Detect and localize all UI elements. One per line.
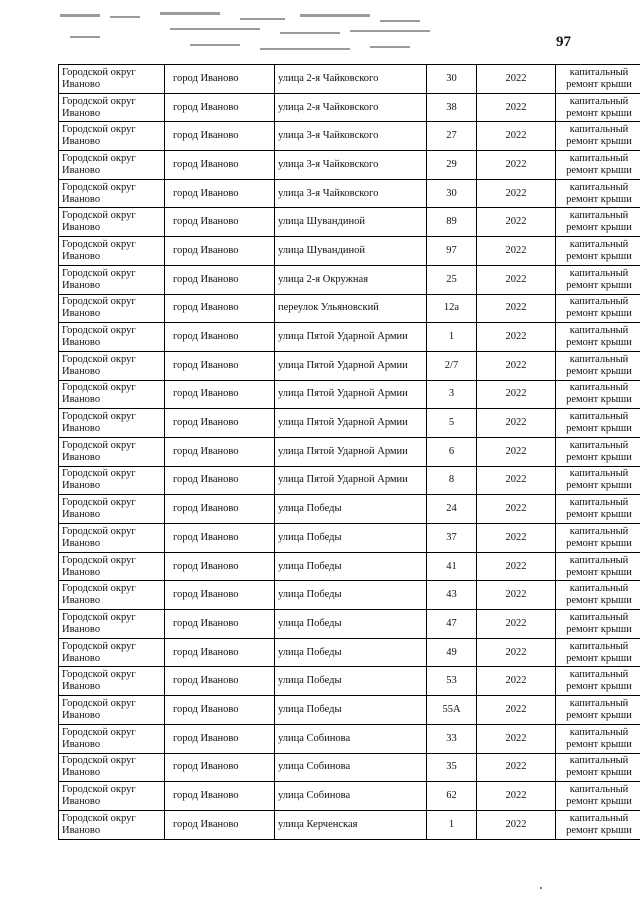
cell-work: капитальный ремонт крыши bbox=[556, 294, 640, 323]
cell-house: 43 bbox=[427, 581, 477, 610]
cell-work: капитальный ремонт крыши bbox=[556, 810, 640, 839]
cell-house: 1 bbox=[427, 810, 477, 839]
table-row bbox=[59, 753, 640, 782]
cell-street: улица Победы bbox=[275, 581, 427, 610]
cell-district: Городской округ Иваново bbox=[59, 237, 165, 266]
table-row bbox=[59, 638, 640, 667]
cell-work: капитальный ремонт крыши bbox=[556, 610, 640, 639]
cell-street: улица Пятой Ударной Армии bbox=[275, 351, 427, 380]
cell-district: Городской округ Иваново bbox=[59, 179, 165, 208]
cell-city: город Иваново bbox=[165, 65, 275, 94]
cell-work: капитальный ремонт крыши bbox=[556, 208, 640, 237]
cell-city: город Иваново bbox=[165, 495, 275, 524]
cell-house: 8 bbox=[427, 466, 477, 495]
table-row bbox=[59, 151, 640, 180]
cell-work: капитальный ремонт крыши bbox=[556, 495, 640, 524]
cell-district: Городской округ Иваново bbox=[59, 610, 165, 639]
cell-city: город Иваново bbox=[165, 323, 275, 352]
cell-year: 2022 bbox=[477, 323, 556, 352]
cell-city: город Иваново bbox=[165, 265, 275, 294]
cell-house: 30 bbox=[427, 65, 477, 94]
table-row bbox=[59, 122, 640, 151]
cell-street: улица 3-я Чайковского bbox=[275, 179, 427, 208]
cell-city: город Иваново bbox=[165, 782, 275, 811]
cell-year: 2022 bbox=[477, 696, 556, 725]
cell-city: город Иваново bbox=[165, 122, 275, 151]
cell-street: улица 3-я Чайковского bbox=[275, 151, 427, 180]
cell-year: 2022 bbox=[477, 552, 556, 581]
cell-city: город Иваново bbox=[165, 753, 275, 782]
table-row bbox=[59, 237, 640, 266]
cell-work: капитальный ремонт крыши bbox=[556, 581, 640, 610]
cell-city: город Иваново bbox=[165, 208, 275, 237]
cell-district: Городской округ Иваново bbox=[59, 810, 165, 839]
cell-city: город Иваново bbox=[165, 237, 275, 266]
cell-year: 2022 bbox=[477, 753, 556, 782]
cell-city: город Иваново bbox=[165, 437, 275, 466]
cell-year: 2022 bbox=[477, 409, 556, 438]
cell-city: город Иваново bbox=[165, 524, 275, 553]
cell-city: город Иваново bbox=[165, 151, 275, 180]
cell-district: Городской округ Иваново bbox=[59, 724, 165, 753]
cell-district: Городской округ Иваново bbox=[59, 782, 165, 811]
cell-house: 30 bbox=[427, 179, 477, 208]
cell-work: капитальный ремонт крыши bbox=[556, 65, 640, 94]
cell-house: 38 bbox=[427, 93, 477, 122]
cell-street: улица Собинова bbox=[275, 782, 427, 811]
cell-year: 2022 bbox=[477, 667, 556, 696]
cell-city: город Иваново bbox=[165, 409, 275, 438]
cell-city: город Иваново bbox=[165, 638, 275, 667]
cell-city: город Иваново bbox=[165, 581, 275, 610]
cell-street: улица Собинова bbox=[275, 724, 427, 753]
cell-work: капитальный ремонт крыши bbox=[556, 696, 640, 725]
table-row bbox=[59, 294, 640, 323]
cell-street: улица Собинова bbox=[275, 753, 427, 782]
cell-street: улица Победы bbox=[275, 696, 427, 725]
cell-city: город Иваново bbox=[165, 380, 275, 409]
cell-work: капитальный ремонт крыши bbox=[556, 409, 640, 438]
cell-year: 2022 bbox=[477, 380, 556, 409]
cell-city: город Иваново bbox=[165, 724, 275, 753]
cell-year: 2022 bbox=[477, 65, 556, 94]
cell-district: Городской округ Иваново bbox=[59, 122, 165, 151]
cell-district: Городской округ Иваново bbox=[59, 696, 165, 725]
table-row bbox=[59, 466, 640, 495]
cell-house: 24 bbox=[427, 495, 477, 524]
cell-year: 2022 bbox=[477, 581, 556, 610]
table-row bbox=[59, 495, 640, 524]
cell-street: улица Шувандиной bbox=[275, 208, 427, 237]
cell-city: город Иваново bbox=[165, 810, 275, 839]
cell-city: город Иваново bbox=[165, 667, 275, 696]
cell-work: капитальный ремонт крыши bbox=[556, 93, 640, 122]
table-row bbox=[59, 351, 640, 380]
cell-year: 2022 bbox=[477, 208, 556, 237]
cell-district: Городской округ Иваново bbox=[59, 581, 165, 610]
cell-work: капитальный ремонт крыши bbox=[556, 351, 640, 380]
scan-speck bbox=[540, 887, 542, 889]
cell-work: капитальный ремонт крыши bbox=[556, 323, 640, 352]
cell-street: улица Керченская bbox=[275, 810, 427, 839]
cell-year: 2022 bbox=[477, 610, 556, 639]
cell-work: капитальный ремонт крыши bbox=[556, 753, 640, 782]
cell-year: 2022 bbox=[477, 466, 556, 495]
cell-house: 5 bbox=[427, 409, 477, 438]
cell-district: Городской округ Иваново bbox=[59, 409, 165, 438]
cell-city: город Иваново bbox=[165, 466, 275, 495]
cell-house: 1 bbox=[427, 323, 477, 352]
cell-work: капитальный ремонт крыши bbox=[556, 552, 640, 581]
table-row bbox=[59, 524, 640, 553]
cell-district: Городской округ Иваново bbox=[59, 65, 165, 94]
cell-work: капитальный ремонт крыши bbox=[556, 437, 640, 466]
table-row bbox=[59, 93, 640, 122]
cell-street: улица Пятой Ударной Армии bbox=[275, 409, 427, 438]
cell-work: капитальный ремонт крыши bbox=[556, 122, 640, 151]
cell-district: Городской округ Иваново bbox=[59, 437, 165, 466]
table-row bbox=[59, 610, 640, 639]
cell-work: капитальный ремонт крыши bbox=[556, 782, 640, 811]
cell-district: Городской округ Иваново bbox=[59, 667, 165, 696]
cell-year: 2022 bbox=[477, 93, 556, 122]
cell-year: 2022 bbox=[477, 151, 556, 180]
cell-year: 2022 bbox=[477, 179, 556, 208]
cell-district: Городской округ Иваново bbox=[59, 638, 165, 667]
table-row bbox=[59, 810, 640, 839]
cell-district: Городской округ Иваново bbox=[59, 93, 165, 122]
table-row bbox=[59, 782, 640, 811]
cell-street: улица Победы bbox=[275, 610, 427, 639]
cell-house: 3 bbox=[427, 380, 477, 409]
cell-work: капитальный ремонт крыши bbox=[556, 724, 640, 753]
cell-house: 35 bbox=[427, 753, 477, 782]
cell-year: 2022 bbox=[477, 495, 556, 524]
cell-year: 2022 bbox=[477, 265, 556, 294]
cell-street: улица Пятой Ударной Армии bbox=[275, 380, 427, 409]
cell-street: улица Победы bbox=[275, 667, 427, 696]
table-row bbox=[59, 667, 640, 696]
cell-street: улица Победы bbox=[275, 638, 427, 667]
cell-house: 49 bbox=[427, 638, 477, 667]
cell-year: 2022 bbox=[477, 782, 556, 811]
cell-house: 97 bbox=[427, 237, 477, 266]
cell-work: капитальный ремонт крыши bbox=[556, 380, 640, 409]
cell-work: капитальный ремонт крыши bbox=[556, 265, 640, 294]
cell-street: улица Победы bbox=[275, 524, 427, 553]
cell-city: город Иваново bbox=[165, 179, 275, 208]
cell-district: Городской округ Иваново bbox=[59, 753, 165, 782]
cell-house: 89 bbox=[427, 208, 477, 237]
table-row bbox=[59, 380, 640, 409]
cell-year: 2022 bbox=[477, 294, 556, 323]
cell-year: 2022 bbox=[477, 237, 556, 266]
cell-street: улица Пятой Ударной Армии bbox=[275, 437, 427, 466]
cell-city: город Иваново bbox=[165, 351, 275, 380]
table-row bbox=[59, 265, 640, 294]
cell-street: улица 3-я Чайковского bbox=[275, 122, 427, 151]
cell-district: Городской округ Иваново bbox=[59, 380, 165, 409]
cell-year: 2022 bbox=[477, 351, 556, 380]
cell-work: капитальный ремонт крыши bbox=[556, 151, 640, 180]
table-row bbox=[59, 65, 640, 94]
cell-city: город Иваново bbox=[165, 93, 275, 122]
cell-street: улица Пятой Ударной Армии bbox=[275, 466, 427, 495]
scan-noise bbox=[50, 6, 510, 61]
cell-street: улица Шувандиной bbox=[275, 237, 427, 266]
cell-street: улица 2-я Чайковского bbox=[275, 65, 427, 94]
cell-year: 2022 bbox=[477, 524, 556, 553]
table-row bbox=[59, 208, 640, 237]
cell-house: 62 bbox=[427, 782, 477, 811]
cell-work: капитальный ремонт крыши bbox=[556, 179, 640, 208]
cell-year: 2022 bbox=[477, 122, 556, 151]
cell-year: 2022 bbox=[477, 638, 556, 667]
cell-street: переулок Ульяновский bbox=[275, 294, 427, 323]
cell-city: город Иваново bbox=[165, 294, 275, 323]
cell-district: Городской округ Иваново bbox=[59, 323, 165, 352]
cell-street: улица 2-я Чайковского bbox=[275, 93, 427, 122]
table-row bbox=[59, 724, 640, 753]
cell-district: Городской округ Иваново bbox=[59, 294, 165, 323]
table-row bbox=[59, 323, 640, 352]
cell-district: Городской округ Иваново bbox=[59, 151, 165, 180]
cell-work: капитальный ремонт крыши bbox=[556, 466, 640, 495]
cell-house: 47 bbox=[427, 610, 477, 639]
cell-district: Городской округ Иваново bbox=[59, 524, 165, 553]
cell-house: 37 bbox=[427, 524, 477, 553]
cell-year: 2022 bbox=[477, 437, 556, 466]
table-row bbox=[59, 552, 640, 581]
cell-house: 41 bbox=[427, 552, 477, 581]
cell-city: город Иваново bbox=[165, 610, 275, 639]
cell-district: Городской округ Иваново bbox=[59, 495, 165, 524]
cell-house: 33 bbox=[427, 724, 477, 753]
cell-district: Городской округ Иваново bbox=[59, 552, 165, 581]
cell-year: 2022 bbox=[477, 724, 556, 753]
cell-house: 25 bbox=[427, 265, 477, 294]
cell-work: капитальный ремонт крыши bbox=[556, 638, 640, 667]
cell-house: 27 bbox=[427, 122, 477, 151]
table-row bbox=[59, 409, 640, 438]
cell-work: капитальный ремонт крыши bbox=[556, 667, 640, 696]
cell-district: Городской округ Иваново bbox=[59, 351, 165, 380]
register-table-body bbox=[59, 65, 640, 840]
cell-work: капитальный ремонт крыши bbox=[556, 237, 640, 266]
cell-house: 29 bbox=[427, 151, 477, 180]
cell-city: город Иваново bbox=[165, 552, 275, 581]
cell-year: 2022 bbox=[477, 810, 556, 839]
table-row bbox=[59, 179, 640, 208]
cell-house: 12а bbox=[427, 294, 477, 323]
cell-street: улица Победы bbox=[275, 495, 427, 524]
cell-street: улица Победы bbox=[275, 552, 427, 581]
register-table bbox=[58, 64, 640, 840]
cell-house: 53 bbox=[427, 667, 477, 696]
cell-house: 55А bbox=[427, 696, 477, 725]
cell-work: капитальный ремонт крыши bbox=[556, 524, 640, 553]
page-number: 97 bbox=[556, 34, 571, 50]
cell-house: 2/7 bbox=[427, 351, 477, 380]
cell-district: Городской округ Иваново bbox=[59, 466, 165, 495]
table-row bbox=[59, 581, 640, 610]
table-row bbox=[59, 437, 640, 466]
cell-district: Городской округ Иваново bbox=[59, 265, 165, 294]
cell-street: улица 2-я Окружная bbox=[275, 265, 427, 294]
cell-district: Городской округ Иваново bbox=[59, 208, 165, 237]
cell-city: город Иваново bbox=[165, 696, 275, 725]
table-row bbox=[59, 696, 640, 725]
cell-street: улица Пятой Ударной Армии bbox=[275, 323, 427, 352]
cell-house: 6 bbox=[427, 437, 477, 466]
